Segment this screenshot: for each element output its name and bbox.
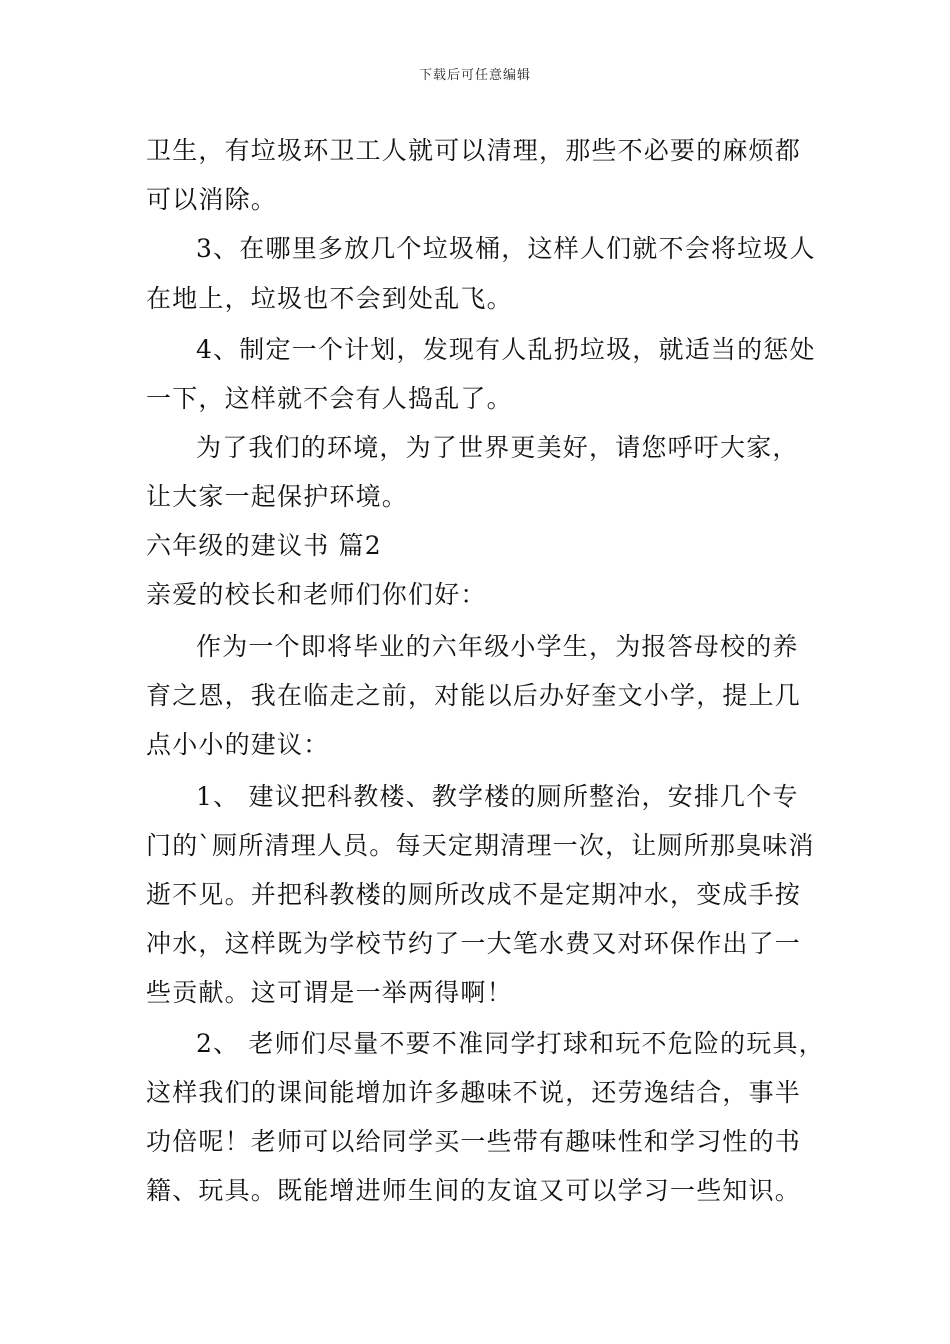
text-line: 卫生，有垃圾环卫工人就可以清理，那些不必要的麻烦都 [146,136,802,165]
text-line: 育之恩，我在临走之前，对能以后办好奎文小学，提上几 [146,681,802,710]
text-line: 在地上，垃圾也不会到处乱飞。 [146,284,513,313]
list-item-2: 2、 老师们尽量不要不准同学打球和玩不危险的玩具， [196,1029,825,1058]
section-title: 六年级的建议书 篇2 [146,531,382,560]
paragraph-start: 为了我们的环境，为了世界更美好，请您呼吁大家， [196,433,799,462]
page-header: 下载后可任意编辑 [418,68,531,83]
text-line: 门的`厕所清理人员。每天定期清理一次，让厕所那臭味消 [146,831,815,860]
list-item-1: 1、 建议把科教楼、教学楼的厕所整治，安排几个专 [196,782,799,811]
salutation: 亲爱的校长和老师们你们好： [146,580,487,609]
list-item-4: 4、制定一个计划，发现有人乱扔垃圾，就适当的惩处 [196,335,816,364]
paragraph-start: 作为一个即将毕业的六年级小学生，为报答母校的养 [196,632,799,661]
text-line: 籍、玩具。既能增进师生间的友谊又可以学习一些知识。 [146,1176,802,1205]
text-line: 功倍呢！老师可以给同学买一些带有趣味性和学习性的书 [146,1127,802,1156]
list-item-3: 3、在哪里多放几个垃圾桶，这样人们就不会将垃圾人 [196,234,816,263]
text-line: 点小小的建议： [146,730,330,759]
text-line: 这样我们的课间能增加许多趣味不说，还劳逸结合，事半 [146,1078,802,1107]
text-line: 逝不见。并把科教楼的厕所改成不是定期冲水，变成手按 [146,880,802,909]
text-line: 一下，这样就不会有人捣乱了。 [146,384,513,413]
text-line: 冲水，这样既为学校节约了一大笔水费又对环保作出了一 [146,929,802,958]
text-line: 让大家一起保护环境。 [146,482,409,511]
text-line: 可以消除。 [146,185,278,214]
text-line: 些贡献。这可谓是一举两得啊！ [146,978,513,1007]
